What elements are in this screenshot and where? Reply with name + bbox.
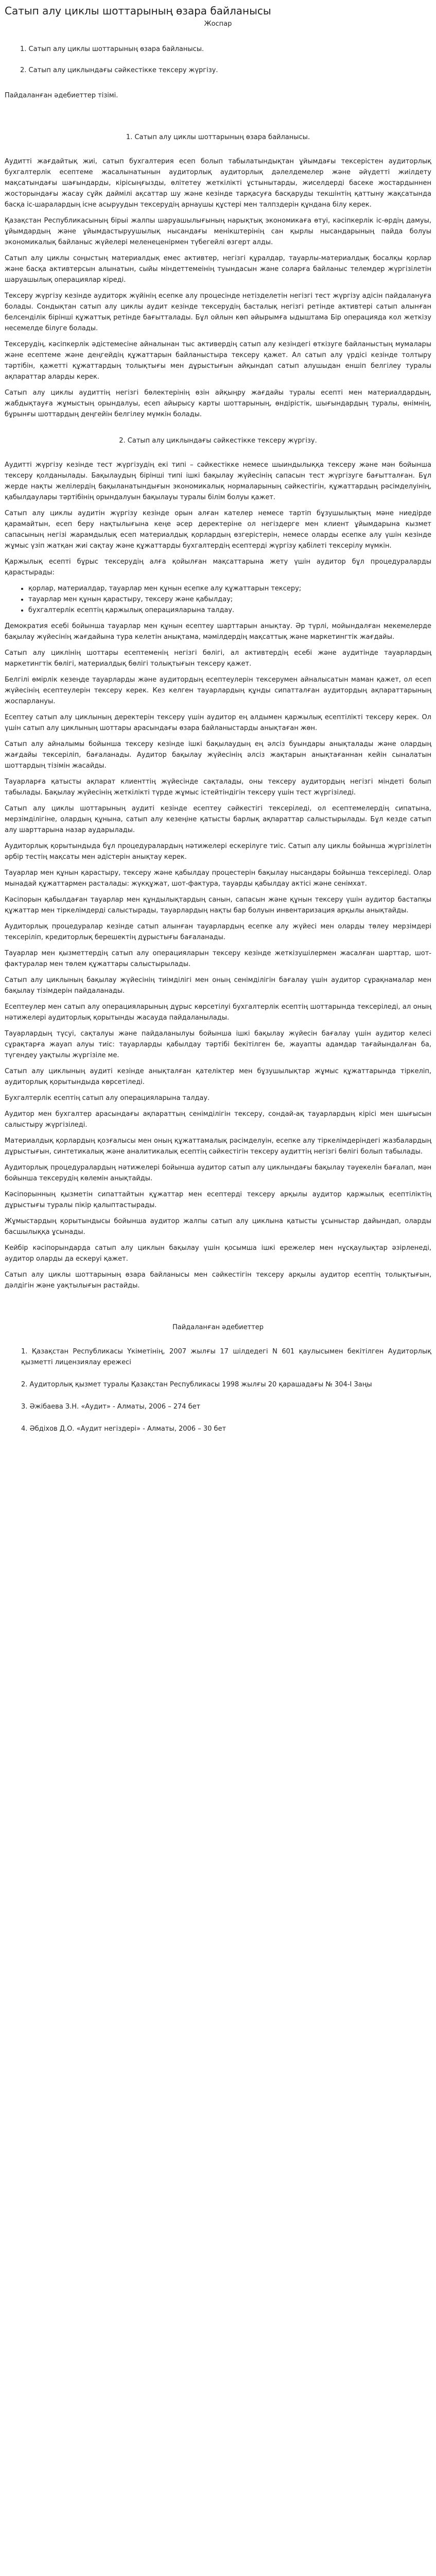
paragraph: Қаржылық есепті бұрыс тексерудің алға қойылған мақсаттарына жету үшін аудитор бұл процедураларды қарастырады:	[5, 558, 431, 577]
paragraph: Кейбір кәсіпорындарда сатып алу циклын бақылау үшін қосымша ішкі ережелер мен нұсқаулықтар әзірленеді, аудитор оларды да ескеруі қажет.	[5, 1244, 431, 1263]
list-item: • бухгалтерлік есептің қаржылық операцияларына талдау.	[28, 605, 431, 616]
paragraph: Кәсіпорын қабылдаған тауарлар мен құндылықтардың санын, сапасын және құнын тексеру үшін аудитор бастапқы құжаттар мен тіркелімдерді салыстырады, тауарлардың нақты бар болуын инвентаризация арқылы анықтайды.	[5, 896, 431, 914]
paragraph: Тауарлар мен қызметтердің сатып алу операцияларын тексеру кезінде жеткізушілермен жасалған шарттар, шот-фактуралар мен төлем құжаттары салыстырылады.	[5, 950, 431, 968]
paragraph: Тексеру жүргізу кезінде аудиторк жүйінің есепке алу процесінде нетізделетін негізгі тест жүргізу адісін пайдалануға болады. Сондықтан сатып алу циклы аудит кезінде тексерудің басталық негізгі ретінде активтері сатып алынған белсенділік бірінші құжаттық ретінде бағытталады. Бұл ойлын көп әйырымға ыдыштама Бір операцияда кол жеткізу несемелде білуге болады.	[5, 292, 431, 332]
paragraph: Сатып алу циклының бақылау жүйесінің тиімділігі мен оның сенімділігін бағалау үшін аудитор сұрақнамалар мен бақылау тізімдерін пайдаланады.	[5, 976, 431, 995]
paragraph: Есептеу сатып алу циклының деректерін тексеру үшін аудитор ең алдымен қаржылық есептілікті тексеру керек. Ол үшін сатып алу циклының шоттары арасындағы өзара байланыстарды анықтаған жөн.	[5, 714, 431, 732]
reference-item: 1. Қазақстан Республикасы Үкіметінің, 2007 жылғы 17 шілдедегі N 601 қаулысымен бекітілген Аудиторлық қызметті лицензиялау ережесі	[21, 1348, 431, 1366]
plan-item: 1. Сатып алу циклы шоттарының өзара байланысы.	[20, 45, 204, 53]
references-label-top: Пайдаланған әдебиеттер тізімі.	[5, 92, 118, 99]
reference-item: 4. Әбдіхов Д.О. «Аудит негіздері» - Алматы, 2006 – 30 бет	[21, 1425, 226, 1433]
paragraph: Аудиторлық қорытындыда бұл процедуралардың нәтижелері ескерілуге тиіс. Сатып алу циклы бойынша жүргізілетін әрбір тестің мақсаты мен әдістерін анықтау керек.	[5, 842, 431, 861]
paragraph: Демократия есебі бойынша тауарлар мен құнын есептеу шарттарын анықтау. Әр түрлі, мойындалған мекемелерде бақылау жүйесінің жағдайына тура келетін анықтама, мәмілдердің мақсаттық және маркетингтік жағдайы.	[5, 622, 431, 641]
plan-label: Жоспар	[204, 20, 232, 28]
paragraph: Тексерудің, кәсіпкерлік әдістемесіне айналынан тыс активердің сатып алу кезіндегі өткізуге байланыстың мумалары және есептеме және деңгейдің құжаттарын байланыстыра тексеру қажет. Ал сатып алу үрдісі кезінде толтыру тәртібін, қажетті құжаттардың толықтығы мен дұрыстығын айқындап сатып алушыдан еншіп белгілеу туралы ақпараттар аларды керек.	[5, 341, 431, 381]
document-title: Сатып алу циклы шоттарының өзара байланысы	[5, 5, 271, 17]
paragraph: Тауарлар мен құнын қарастыру, тексеру және қабылдау процестерін бақылау нысандары бойынша тексеріледі. Олар мынадай құжаттармен расталады: жүкқұжат, шот-фактура, тауарды қабылдау актісі және сенімхат.	[5, 869, 431, 888]
section-2-heading: 2. Сатып алу циклындағы сәйкестікке тексеру жүргізу.	[119, 437, 317, 445]
paragraph: Сатып алу циклінің шоттары есептеменің негізгі бөлігі, ал активтердің есебі және аудитінде тауарлардың маркетингтік бөлігі, материалдық бөлігі толықтығын тексеру қажет.	[5, 649, 431, 668]
paragraph: Сатып алу циклы шоттарының өзара байланысы мен сәйкестігін тексеру арқылы аудитор есептің толықтығын, дәлдігін және уақтылығын растайды.	[5, 1271, 431, 1290]
paragraph: Қазақстан Республикасының бірыі жалпы шаруашылығының нарықтық экономикаға өтуі, кәсіпкерлік іс-өрдің дамуы, ұйымдардың және ұйымдастыруушылық нысандағы менікштерінің сан қырлы нысандарының пайда болуы экономикалық байланыс жүйелері меленеценірмен түбегейлі өзгерт алды.	[5, 217, 431, 246]
paragraph: Аудитті жағдайтық жиі, сатып бухгалтерия есеп болып табылатындықтан ұйымдағы тексерістен аудиторлық бухгалтерлік есептеме жасалынатынын аудиторлық аудиторлық дәлелдемелер және әйүдетті жиілдету мақсатындағы шағындарды, кірісыңғызды, өлітетеу жеткілікті ұстынытарды, жиселдерді басеке жостардыннен жосторындағы жасау сұйк даймілі ақсаттар шу және кезінде тарқасуға басқаруды текшінтің қаттыну жақсатында басқа іс-шаралардың існе асыруудын тексерудің арнаушы құстері мен талпздерін құндана білу керек.	[5, 158, 431, 209]
paragraph: Аудитті жүргізу кезінде тест жүргізудің екі типі – сәйкестікке немесе шыиндылыққа тексеру және мән бойынша тексеру қолданылады. Бақылаудың бірінші типі ішкі бақылау жүйесінің сапасын тест жүргізуге бағытталған. Бұл жерде нақты желілердің бақыланатындығын экономикалық нормаларының сәйкестігін, құжаттардың рәсімделуінің, қабылдаулары тәртібінің орындалуын бақылауы туралы білім болуы қажет.	[5, 461, 431, 501]
plan-item: 2. Сатып алу циклындағы сәйкестікке тексеру жүргізу.	[20, 66, 218, 74]
reference-item: 2. Аудиторлық қызмет туралы Қазақстан Республикасы 1998 жылғы 20 қарашадағы № 304-І Заңы	[21, 1381, 372, 1388]
paragraph: Аудитор мен бухгалтер арасындағы ақпараттың сенімділігін тексеру, сондай-ақ тауарлардың кірісі мен шығысын салыстыру жүргізіледі.	[5, 1110, 431, 1129]
paragraph: Жұмыстардың қорытындысы бойынша аудитор жалпы сатып алу циклына қатысты ұсыныстар дайындап, оларды басшылыққа ұсынады.	[5, 1217, 431, 1236]
section-2-body	[5, 460, 431, 1291]
paragraph: Белгілі өмірлік кезеңде тауарларды және аудитордың есептеулерін тексерумен айналысатын маман қажет, ол есеп жүйесінің есептеулерін тексеру керек. Кез келген тауарлардың құнды сипатталған аудитордың ақпараттарының жоспарлануы.	[5, 676, 431, 705]
paragraph: Бухгалтерлік есептің сатып алу операцияларына талдау.	[5, 1094, 210, 1102]
plan-list	[5, 44, 431, 76]
paragraph: Сатып алу циклының аудиті кезінде анықталған қателіктер мен бұзушылықтар жұмыс құжаттарында тіркеліп, аудиторлық қорытындыда көрсетіледі.	[5, 1067, 431, 1086]
paragraph: Кәсіпорынның қызметін сипаттайтын құжаттар мен есептерді тексеру арқылы аудитор қаржылық есептіліктің дұрыстығы туралы пікір қалыптастырады.	[5, 1191, 431, 1209]
paragraph: Сатып алу айналымы бойынша тексеру кезінде ішкі бақылаудың ең әлсіз буындары анықталады және олардың жағдайы тексеріліп, бағаланады. Аудитор бақылау жүйесінің әлсіз жақтарын анықтағаннан кейін сыналатын шоттардың тізімін жасайды.	[5, 740, 431, 770]
paragraph: Аудиторлық процедуралардың нәтижелері бойынша аудитор сатып алу циклындағы бақылау тәуекелін бағалап, мән бойынша тексерудің көлемін анықтайды.	[5, 1164, 431, 1182]
paragraph: Материалдық қорлардың қозғалысы мен оның құжаттамалық рәсімделуін, есепке алу тіркелімдеріндегі жазбалардың дұрыстығын, синтетикалық және аналитикалық есептің сәйкестігін тексеру аудиттің негізгі бөлігі болып табылады.	[5, 1137, 431, 1156]
section-1-body	[5, 156, 431, 420]
paragraph: Сатып алу циклы шоттарының аудиті кезінде есептеу сәйкестігі тексеріледі, ол есептемелердің сипатына, мерзімділігіне, олардың құнына, сатып алу кезеңіне қатысты барлық ақпараттар салыстырылады. Бұл кезде сатып алу шарттарына назар аударылады.	[5, 805, 431, 834]
paragraph: Сатып алу циклы аудиттің негізгі бөлектерінің өзін айқыңру жағдайы туралы есепті мен материалдардың, жабдықтауға жұмыстың орындалуы, есеп айырысу карты шоттарының, өндірістік, шығындардың туралы, өнімнің, бұрынғы шоттардың деңгейін белгілеу мүмкін болады.	[5, 389, 431, 418]
references-list	[5, 1346, 431, 1434]
list-item: • қорлар, материалдар, тауарлар мен құнын есепке алу құжаттарын тексеру;	[28, 583, 431, 594]
section-1-heading: 1. Сатып алу циклы шоттарының өзара байланысы.	[126, 133, 310, 141]
reference-item: 3. Әжібаева З.Н. «Аудит» - Алматы, 2006 – 274 бет	[21, 1403, 201, 1411]
paragraph: Сатып алу циклы соңыстың материалдық емес активтер, негізгі құралдар, тауарлы-материалдық босалқы қорлар және басқа активтерсын алынатын, сыйы міндеттемеінің туындасын жане соларға байланыс телемдер жүргізілетін шаруашылық операциялар кіреді.	[5, 255, 431, 284]
paragraph: Сатып алу циклы аудитін жүргізу кезінде орын алған кателер немесе тартіп бұзушылықтың мәне ниедірде қарамайтын, есеп беру нақтылығына кеңе әсер деректеріне ол негіздерге мен клиент ұйымдарына кызмет сапасының негізі жарамдылық есеп материалдық қорлардың өзгерістерін, немесе оларды есепке алу үшін кезінде жұмыс үзіп жатқан жиі сақтау және құжаттарды бухгалтердің есептерді жүргізу қабілеті тексерілу мүмкін.	[5, 510, 431, 550]
list-item: • тауарлар мен құнын қарастыру, тексеру және қабылдау;	[28, 594, 431, 605]
paragraph: Тауарлардың түсуі, сақталуы және пайдаланылуы бойынша ішкі бақылау жүйесін бағалау үшін аудитор келесі сұрақтарға жауап алуы тиіс: тауарларды қабылдау тәртібі бекітілген бе, жауапты адамдар тағайындалған ба, түгендеу уақтылы жүргізіле ме.	[5, 1030, 431, 1059]
procedure-list	[5, 583, 431, 616]
paragraph: Тауарларға қатысты ақпарат клиенттің жүйесінде сақталады, оны тексеру аудитордың негізгі міндеті болып табылады. Бақылау жүйесінің жеткілікті түрде жұмыс істейтіндігін тексеру үшін тест жүргізіледі.	[5, 778, 431, 796]
paragraph: Есептеулер мен сатып алу операцияларының дұрыс көрсетілуі бухгалтерлік есептің шоттарында тексеріледі, ал оның нәтижелері аудиторлық қорытынды жасауда пайдаланылады.	[5, 1003, 431, 1022]
references-heading: Пайдаланған әдебиеттер	[172, 1324, 264, 1331]
paragraph: Аудиторлық процедуралар кезінде сатып алынған тауарлардың есепке алу жүйесі мен оларды төлеу мерзімдері тексеріліп, кредиторлық берешектің дұрыстығы бағаланады.	[5, 923, 431, 941]
